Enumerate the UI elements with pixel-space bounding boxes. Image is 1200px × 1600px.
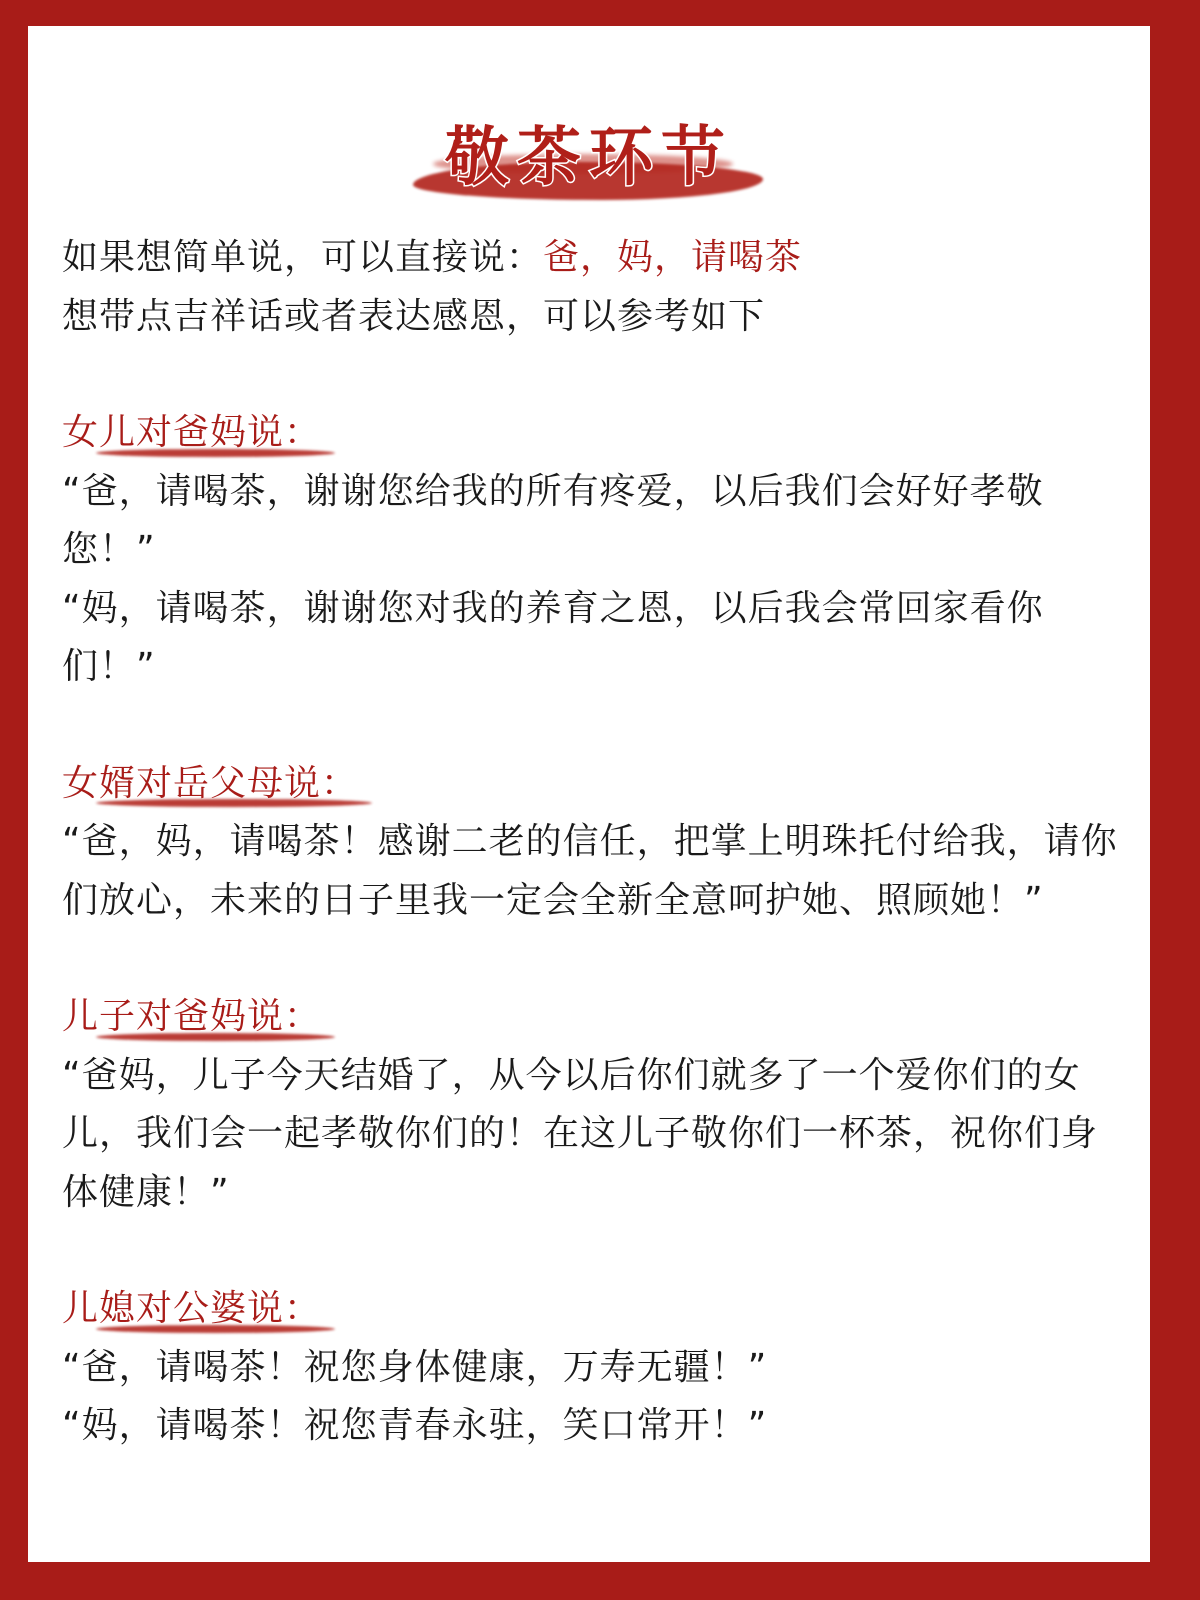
main-text (62, 229, 1132, 1456)
content-card (28, 26, 1150, 1562)
intro-highlight: 爸，妈，请喝茶 (543, 237, 803, 278)
title-banner (28, 100, 1150, 220)
quote: “爸，请喝茶，谢谢您给我的所有疼爱，以后我们会好好孝敬您！” (62, 470, 1044, 570)
intro-line-2: 想带点吉祥话或者表达感恩，可以参考如下 (62, 295, 766, 337)
section-heading: 儿媳对公婆说： (62, 1280, 321, 1339)
page-title: 敬茶环节 (445, 120, 733, 195)
intro-prefix: 如果想简单说，可以直接说： (62, 237, 544, 278)
section-son (62, 988, 1132, 1047)
section-son-in-law (62, 755, 1132, 814)
quote: “妈，请喝茶，谢谢您对我的养育之恩，以后我会常回家看你们！” (62, 587, 1044, 687)
quote: “爸妈，儿子今天结婚了，从今以后你们就多了一个爱你们的女儿，我们会一起孝敬你们的！在这儿子敬你们一杯茶，祝你们身体健康！” (62, 1054, 1099, 1213)
section-heading: 女婿对岳父母说： (62, 755, 358, 814)
quote: “爸，妈，请喝茶！感谢二老的信任，把掌上明珠托付给我，请你们放心，未来的日子里我一定会全新全意呵护她、照顾她！” (62, 821, 1118, 921)
section-daughter (62, 404, 1132, 463)
quote: “爸，请喝茶！祝您身体健康，万寿无疆！” (62, 1346, 768, 1388)
intro-line-1 (62, 229, 1132, 288)
section-heading: 女儿对爸妈说： (62, 404, 321, 463)
section-heading: 儿子对爸妈说： (62, 988, 321, 1047)
quote: “妈，请喝茶！祝您青春永驻，笑口常开！” (62, 1405, 768, 1446)
section-daughter-in-law (62, 1280, 1132, 1339)
